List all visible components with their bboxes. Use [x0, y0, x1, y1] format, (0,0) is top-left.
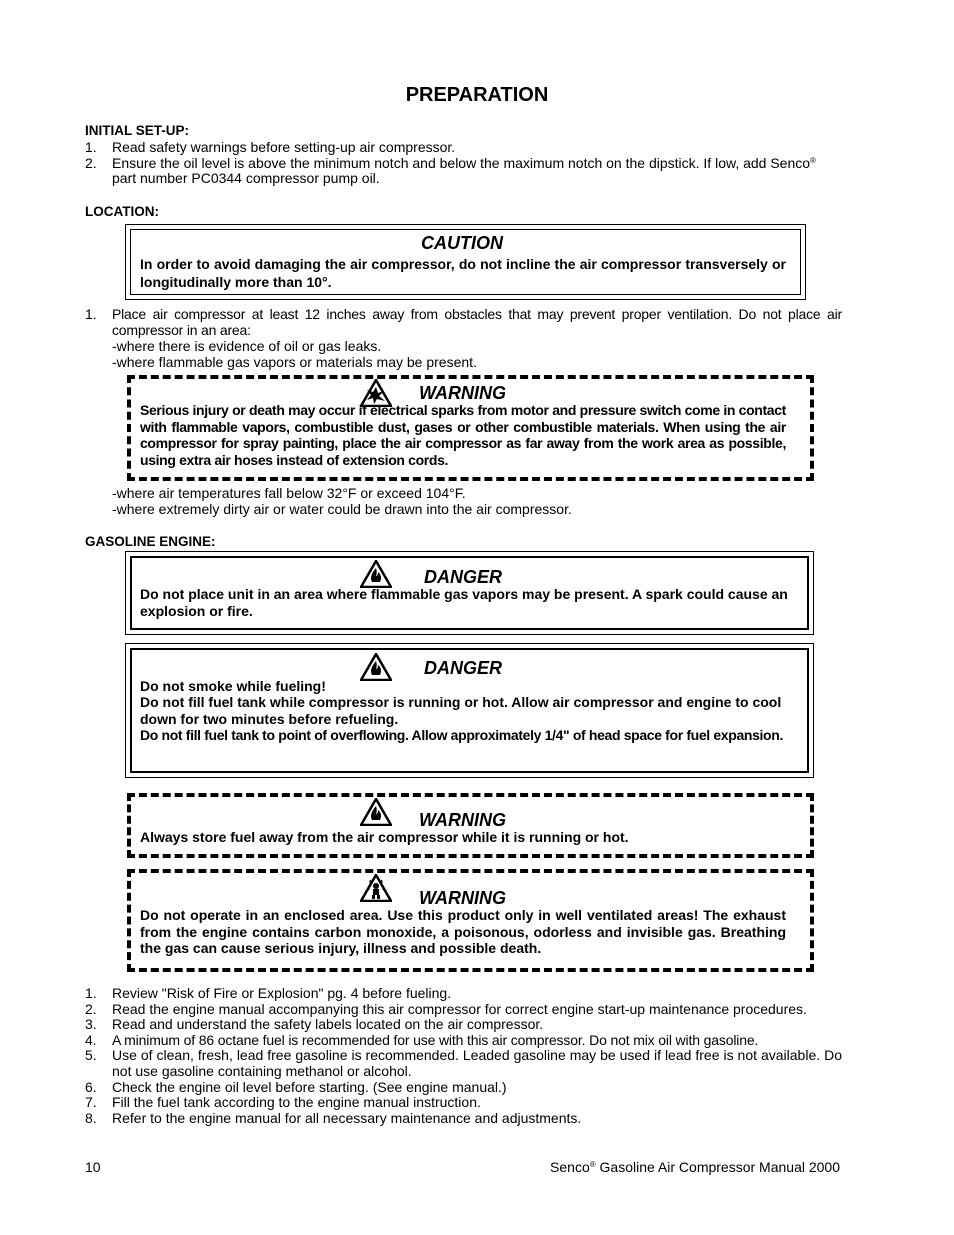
section-heading-gasoline-engine: GASOLINE ENGINE: — [85, 534, 216, 549]
caution-text: In order to avoid damaging the air compressor, do not incline the air compressor transversely or longitudinally more than 10°. — [140, 256, 786, 290]
warning-label: WARNING — [419, 888, 506, 908]
list-text: Read and understand the safety labels located on the air compressor. — [112, 1016, 544, 1033]
list-number: 2. — [85, 154, 97, 171]
list-item — [85, 1048, 842, 1079]
list-item — [85, 1080, 842, 1096]
list-item — [85, 1033, 842, 1049]
location-list — [85, 307, 842, 338]
list-text: Ensure the oil level is above the minimum notch and below the maximum notch on the dipstick. If low, add Senco — [112, 154, 811, 171]
danger-text: Do not place unit in an area where flammable gas vapors may be present. A spark could cause an explosion or fire. — [140, 586, 788, 619]
location-condition: -where there is evidence of oil or gas leaks. — [112, 338, 382, 354]
list-text: Read safety warnings before setting-up air compressor. — [112, 139, 456, 155]
list-item — [85, 986, 842, 1002]
list-text: Use of clean, fresh, lead free gasoline is recommended. Leaded gasoline may be used if lead free is not available. Do not use gasoline containing methanol or alcohol. — [112, 1047, 842, 1079]
list-item — [85, 156, 842, 187]
list-item — [85, 1002, 842, 1018]
toxic-fumes-icon — [360, 874, 392, 902]
page-title: PREPARATION — [405, 84, 549, 106]
warning-text: Serious injury or death may occur if electrical sparks from motor and pressure switch come in contact with flammable vapors, combustible dust, gases or other combustible materials. When using the air compressor for spray painting, place the air compressor as far away from the work area as possible, using extra air hoses instead of extension cords. — [140, 402, 786, 468]
warning-text: Always store fuel away from the air compressor while it is running or hot. — [140, 829, 629, 845]
list-number: 5. — [85, 1047, 97, 1064]
fire-hazard-icon — [360, 653, 392, 681]
caution-label: CAUTION — [421, 233, 503, 253]
list-number: 4. — [85, 1031, 97, 1048]
list-text: Check the engine oil level before starting. (See engine manual.) — [112, 1078, 507, 1095]
list-item — [85, 1095, 842, 1111]
warning-label: WARNING — [419, 810, 506, 830]
warning-label: WARNING — [419, 383, 506, 403]
list-number: 7. — [85, 1094, 97, 1111]
danger-text: Do not fill fuel tank to point of overflowing. Allow approximately 1/4" of head space for fuel expansion. — [140, 727, 783, 743]
section-heading-location: LOCATION: — [85, 204, 159, 219]
danger-label: DANGER — [424, 658, 503, 678]
location-condition: -where extremely dirty air or water could be drawn into the air compressor. — [112, 501, 572, 517]
list-item — [85, 1111, 842, 1127]
list-item — [85, 307, 842, 338]
list-text: Review "Risk of Fire or Explosion" pg. 4 before fueling. — [112, 985, 452, 1001]
list-text: Place air compressor at least 12 inches away from obstacles that may prevent proper ventilation. Do not place air compressor in an area: — [112, 306, 842, 338]
danger-text: Do not smoke while fueling! — [140, 678, 326, 694]
registered-mark: ® — [589, 1160, 596, 1169]
location-condition: -where flammable gas vapors or materials may be present. — [112, 354, 477, 370]
list-item — [85, 1017, 842, 1033]
list-text: Refer to the engine manual for all necessary maintenance and adjustments. — [112, 1109, 582, 1126]
page-number: 10 — [85, 1159, 101, 1175]
list-text: part number PC0344 compressor pump oil. — [112, 170, 380, 187]
registered-mark: ® — [810, 155, 816, 165]
list-number: 6. — [85, 1078, 97, 1095]
list-text: Fill the fuel tank according to the engine manual instruction. — [112, 1094, 481, 1111]
location-condition: -where air temperatures fall below 32°F or exceed 104°F. — [112, 485, 466, 501]
list-number: 8. — [85, 1109, 97, 1126]
list-item — [85, 140, 842, 156]
footer-text: Gasoline Air Compressor Manual 2000 — [595, 1159, 840, 1175]
section-heading-initial-setup: INITIAL SET-UP: — [85, 123, 190, 138]
footer-brand: Senco — [550, 1159, 590, 1175]
list-text: Read the engine manual accompanying this air compressor for correct engine start-up maintenance procedures. — [112, 1000, 807, 1017]
danger-label: DANGER — [424, 567, 503, 587]
warning-text: Do not operate in an enclosed area. Use this product only in well ventilated areas! The exhaust from the engine contains carbon monoxide, a poisonous, odorless and invisible gas. Breathing the gas can cause serious injury, illness and possible death. — [140, 907, 786, 956]
gasoline-engine-list — [85, 986, 842, 1126]
list-text: A minimum of 86 octane fuel is recommended for use with this air compressor. Do not mix oil with gasoline. — [112, 1031, 759, 1048]
initial-setup-list — [85, 140, 842, 187]
list-number: 2. — [85, 1000, 97, 1017]
list-number: 1. — [85, 985, 97, 1001]
list-number: 3. — [85, 1016, 97, 1033]
list-number: 1. — [85, 139, 97, 155]
danger-text: Do not fill fuel tank while compressor is running or hot. Allow air compressor and engine to cool down for two minutes before refueling. — [140, 694, 782, 727]
fire-hazard-icon — [360, 560, 392, 588]
footer-title — [550, 1159, 840, 1175]
fire-hazard-icon — [360, 798, 392, 826]
list-number: 1. — [85, 306, 97, 322]
